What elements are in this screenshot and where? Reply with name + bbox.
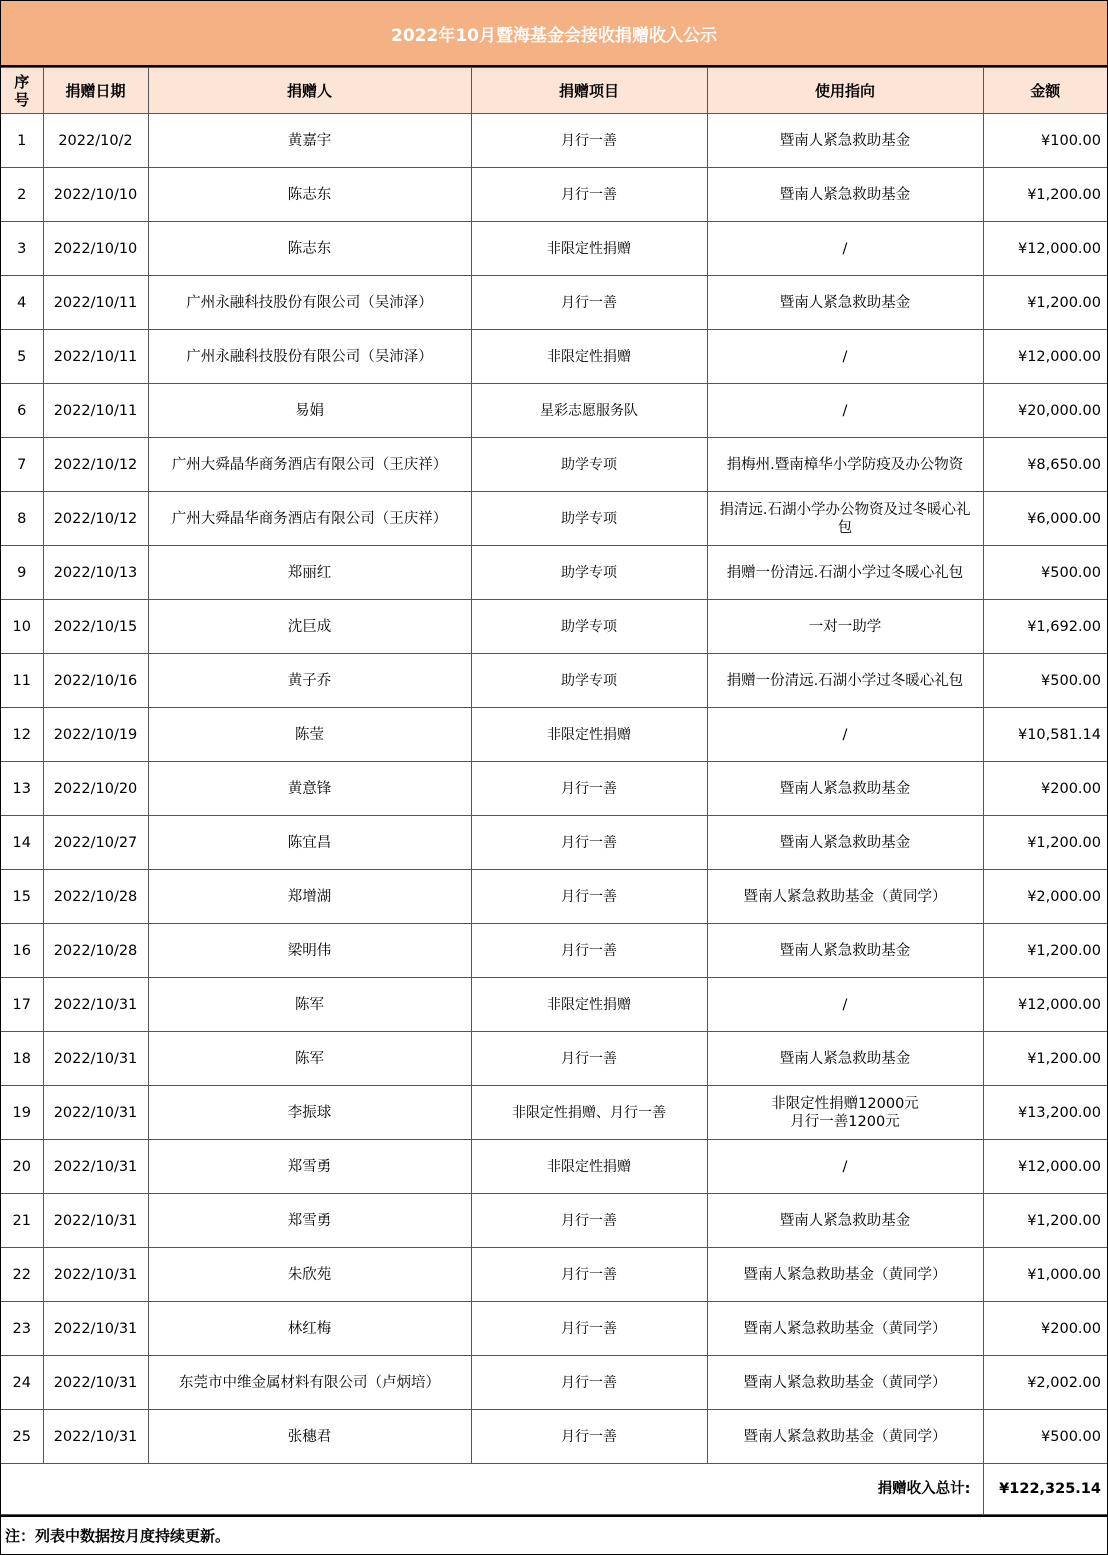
- cell-usage: /: [707, 330, 983, 384]
- cell-donor: 黄子乔: [148, 654, 471, 708]
- cell-donor: 郑雪勇: [148, 1194, 471, 1248]
- cell-date: 2022/10/11: [43, 330, 148, 384]
- cell-no: 10: [1, 600, 43, 654]
- cell-project: 月行一善: [471, 1032, 707, 1086]
- cell-date: 2022/10/27: [43, 816, 148, 870]
- cell-no: 11: [1, 654, 43, 708]
- cell-amount: ¥1,200.00: [983, 816, 1107, 870]
- cell-date: 2022/10/31: [43, 1356, 148, 1410]
- header-amount: 金额: [983, 68, 1107, 114]
- cell-date: 2022/10/31: [43, 1086, 148, 1140]
- cell-date: 2022/10/31: [43, 1410, 148, 1464]
- cell-no: 8: [1, 492, 43, 546]
- table-row: [1, 1248, 1107, 1302]
- cell-donor: 陈军: [148, 978, 471, 1032]
- cell-usage: /: [707, 384, 983, 438]
- cell-usage: 捐梅州.暨南樟华小学防疫及办公物资: [707, 438, 983, 492]
- cell-project: 月行一善: [471, 1248, 707, 1302]
- cell-amount: ¥13,200.00: [983, 1086, 1107, 1140]
- table-body: [1, 114, 1107, 1464]
- cell-donor: 郑雪勇: [148, 1140, 471, 1194]
- cell-usage: 暨南人紧急救助基金: [707, 1194, 983, 1248]
- cell-project: 月行一善: [471, 114, 707, 168]
- cell-amount: ¥12,000.00: [983, 330, 1107, 384]
- cell-usage: 暨南人紧急救助基金（黄同学）: [707, 1302, 983, 1356]
- cell-project: 助学专项: [471, 546, 707, 600]
- cell-donor: 陈志东: [148, 222, 471, 276]
- table-row: [1, 330, 1107, 384]
- cell-usage: /: [707, 1140, 983, 1194]
- cell-donor: 广州大舜晶华商务酒店有限公司（王庆祥）: [148, 492, 471, 546]
- cell-usage: /: [707, 978, 983, 1032]
- cell-usage: 暨南人紧急救助基金: [707, 168, 983, 222]
- cell-usage: 捐赠一份清远.石湖小学过冬暖心礼包: [707, 654, 983, 708]
- footnote: 注：列表中数据按月度持续更新。: [1, 1515, 1107, 1553]
- table-row: [1, 1356, 1107, 1410]
- cell-no: 5: [1, 330, 43, 384]
- cell-date: 2022/10/13: [43, 546, 148, 600]
- cell-amount: ¥6,000.00: [983, 492, 1107, 546]
- cell-project: 助学专项: [471, 438, 707, 492]
- cell-amount: ¥1,200.00: [983, 1032, 1107, 1086]
- cell-donor: 陈宜昌: [148, 816, 471, 870]
- cell-usage: 暨南人紧急救助基金: [707, 762, 983, 816]
- header-date: 捐赠日期: [43, 68, 148, 114]
- cell-donor: 郑丽红: [148, 546, 471, 600]
- table-row: [1, 762, 1107, 816]
- cell-project: 助学专项: [471, 654, 707, 708]
- cell-date: 2022/10/28: [43, 870, 148, 924]
- cell-no: 13: [1, 762, 43, 816]
- cell-usage: 一对一助学: [707, 600, 983, 654]
- table-row: [1, 492, 1107, 546]
- cell-project: 月行一善: [471, 816, 707, 870]
- cell-no: 6: [1, 384, 43, 438]
- cell-no: 2: [1, 168, 43, 222]
- cell-date: 2022/10/31: [43, 1032, 148, 1086]
- cell-donor: 梁明伟: [148, 924, 471, 978]
- cell-amount: ¥1,200.00: [983, 924, 1107, 978]
- cell-usage: 暨南人紧急救助基金（黄同学）: [707, 870, 983, 924]
- total-value: ¥122,325.14: [983, 1464, 1107, 1515]
- table-row: [1, 1086, 1107, 1140]
- cell-no: 19: [1, 1086, 43, 1140]
- cell-no: 21: [1, 1194, 43, 1248]
- total-label: 捐赠收入总计:: [1, 1464, 983, 1515]
- cell-date: 2022/10/31: [43, 978, 148, 1032]
- table-row: [1, 168, 1107, 222]
- cell-no: 7: [1, 438, 43, 492]
- cell-amount: ¥1,200.00: [983, 168, 1107, 222]
- cell-date: 2022/10/20: [43, 762, 148, 816]
- cell-donor: 朱欣苑: [148, 1248, 471, 1302]
- cell-usage: 暨南人紧急救助基金（黄同学）: [707, 1410, 983, 1464]
- cell-usage: 暨南人紧急救助基金（黄同学）: [707, 1248, 983, 1302]
- cell-donor: 陈军: [148, 1032, 471, 1086]
- cell-donor: 陈志东: [148, 168, 471, 222]
- cell-usage: 暨南人紧急救助基金: [707, 924, 983, 978]
- cell-donor: 张穗君: [148, 1410, 471, 1464]
- cell-project: 非限定性捐赠: [471, 1140, 707, 1194]
- cell-amount: ¥200.00: [983, 1302, 1107, 1356]
- cell-project: 月行一善: [471, 168, 707, 222]
- table-row: [1, 114, 1107, 168]
- cell-project: 助学专项: [471, 600, 707, 654]
- cell-amount: ¥1,200.00: [983, 276, 1107, 330]
- cell-amount: ¥200.00: [983, 762, 1107, 816]
- cell-no: 14: [1, 816, 43, 870]
- cell-no: 16: [1, 924, 43, 978]
- sheet-title: 2022年10月暨海基金会接收捐赠收入公示: [1, 1, 1107, 67]
- cell-project: 非限定性捐赠: [471, 978, 707, 1032]
- cell-amount: ¥8,650.00: [983, 438, 1107, 492]
- cell-date: 2022/10/11: [43, 384, 148, 438]
- cell-amount: ¥1,200.00: [983, 1194, 1107, 1248]
- cell-amount: ¥2,002.00: [983, 1356, 1107, 1410]
- table-row: [1, 1032, 1107, 1086]
- table-row: [1, 708, 1107, 762]
- cell-no: 22: [1, 1248, 43, 1302]
- cell-usage: 非限定性捐赠12000元 月行一善1200元: [707, 1086, 983, 1140]
- table-row: [1, 1140, 1107, 1194]
- table-row: [1, 816, 1107, 870]
- cell-donor: 陈莹: [148, 708, 471, 762]
- cell-no: 17: [1, 978, 43, 1032]
- cell-usage: 暨南人紧急救助基金: [707, 816, 983, 870]
- cell-date: 2022/10/10: [43, 168, 148, 222]
- cell-amount: ¥20,000.00: [983, 384, 1107, 438]
- cell-amount: ¥100.00: [983, 114, 1107, 168]
- cell-donor: 黄意锋: [148, 762, 471, 816]
- cell-usage: /: [707, 708, 983, 762]
- cell-usage: 暨南人紧急救助基金: [707, 1032, 983, 1086]
- cell-date: 2022/10/31: [43, 1248, 148, 1302]
- cell-donor: 广州大舜晶华商务酒店有限公司（王庆祥）: [148, 438, 471, 492]
- cell-no: 12: [1, 708, 43, 762]
- cell-project: 非限定性捐赠、月行一善: [471, 1086, 707, 1140]
- cell-date: 2022/10/16: [43, 654, 148, 708]
- header-donor: 捐赠人: [148, 68, 471, 114]
- table-row: [1, 222, 1107, 276]
- cell-project: 非限定性捐赠: [471, 222, 707, 276]
- cell-project: 月行一善: [471, 276, 707, 330]
- cell-project: 星彩志愿服务队: [471, 384, 707, 438]
- table-row: [1, 870, 1107, 924]
- cell-project: 助学专项: [471, 492, 707, 546]
- header-no: 序号: [1, 68, 43, 114]
- cell-no: 1: [1, 114, 43, 168]
- total-row: [1, 1464, 1107, 1515]
- table-row: [1, 276, 1107, 330]
- cell-no: 25: [1, 1410, 43, 1464]
- table-row: [1, 384, 1107, 438]
- cell-no: 4: [1, 276, 43, 330]
- header-project: 捐赠项目: [471, 68, 707, 114]
- cell-date: 2022/10/31: [43, 1194, 148, 1248]
- cell-date: 2022/10/12: [43, 492, 148, 546]
- cell-project: 月行一善: [471, 1194, 707, 1248]
- cell-date: 2022/10/31: [43, 1302, 148, 1356]
- cell-donor: 广州永融科技股份有限公司（吴沛泽）: [148, 276, 471, 330]
- cell-no: 3: [1, 222, 43, 276]
- cell-donor: 广州永融科技股份有限公司（吴沛泽）: [148, 330, 471, 384]
- cell-amount: ¥10,581.14: [983, 708, 1107, 762]
- cell-no: 24: [1, 1356, 43, 1410]
- table-row: [1, 978, 1107, 1032]
- cell-amount: ¥500.00: [983, 654, 1107, 708]
- table-row: [1, 546, 1107, 600]
- cell-no: 18: [1, 1032, 43, 1086]
- cell-usage: 捐赠一份清远.石湖小学过冬暖心礼包: [707, 546, 983, 600]
- cell-project: 月行一善: [471, 1302, 707, 1356]
- cell-donor: 郑增湖: [148, 870, 471, 924]
- cell-usage: 暨南人紧急救助基金: [707, 276, 983, 330]
- cell-amount: ¥500.00: [983, 546, 1107, 600]
- cell-project: 非限定性捐赠: [471, 330, 707, 384]
- table-row: [1, 654, 1107, 708]
- cell-date: 2022/10/28: [43, 924, 148, 978]
- cell-date: 2022/10/15: [43, 600, 148, 654]
- table-row: [1, 438, 1107, 492]
- cell-usage: 暨南人紧急救助基金: [707, 114, 983, 168]
- cell-no: 15: [1, 870, 43, 924]
- table-row: [1, 1194, 1107, 1248]
- cell-project: 非限定性捐赠: [471, 708, 707, 762]
- cell-usage: /: [707, 222, 983, 276]
- cell-amount: ¥1,000.00: [983, 1248, 1107, 1302]
- cell-project: 月行一善: [471, 924, 707, 978]
- cell-date: 2022/10/2: [43, 114, 148, 168]
- cell-date: 2022/10/12: [43, 438, 148, 492]
- header-usage: 使用指向: [707, 68, 983, 114]
- cell-donor: 易娟: [148, 384, 471, 438]
- cell-donor: 沈巨成: [148, 600, 471, 654]
- cell-amount: ¥1,692.00: [983, 600, 1107, 654]
- cell-amount: ¥500.00: [983, 1410, 1107, 1464]
- cell-usage: 暨南人紧急救助基金（黄同学）: [707, 1356, 983, 1410]
- table-row: [1, 600, 1107, 654]
- donation-table: [1, 67, 1107, 1515]
- cell-amount: ¥12,000.00: [983, 222, 1107, 276]
- cell-donor: 黄嘉宇: [148, 114, 471, 168]
- cell-amount: ¥2,000.00: [983, 870, 1107, 924]
- cell-amount: ¥12,000.00: [983, 1140, 1107, 1194]
- cell-donor: 东莞市中维金属材料有限公司（卢炳培）: [148, 1356, 471, 1410]
- cell-no: 23: [1, 1302, 43, 1356]
- cell-usage: 捐清远.石湖小学办公物资及过冬暖心礼包: [707, 492, 983, 546]
- cell-no: 9: [1, 546, 43, 600]
- cell-no: 20: [1, 1140, 43, 1194]
- header-row: [1, 68, 1107, 114]
- cell-project: 月行一善: [471, 762, 707, 816]
- cell-date: 2022/10/19: [43, 708, 148, 762]
- cell-date: 2022/10/10: [43, 222, 148, 276]
- table-row: [1, 1410, 1107, 1464]
- cell-project: 月行一善: [471, 1356, 707, 1410]
- cell-date: 2022/10/31: [43, 1140, 148, 1194]
- cell-project: 月行一善: [471, 870, 707, 924]
- cell-amount: ¥12,000.00: [983, 978, 1107, 1032]
- cell-date: 2022/10/11: [43, 276, 148, 330]
- cell-project: 月行一善: [471, 1410, 707, 1464]
- cell-donor: 李振球: [148, 1086, 471, 1140]
- cell-donor: 林红梅: [148, 1302, 471, 1356]
- table-row: [1, 924, 1107, 978]
- table-row: [1, 1302, 1107, 1356]
